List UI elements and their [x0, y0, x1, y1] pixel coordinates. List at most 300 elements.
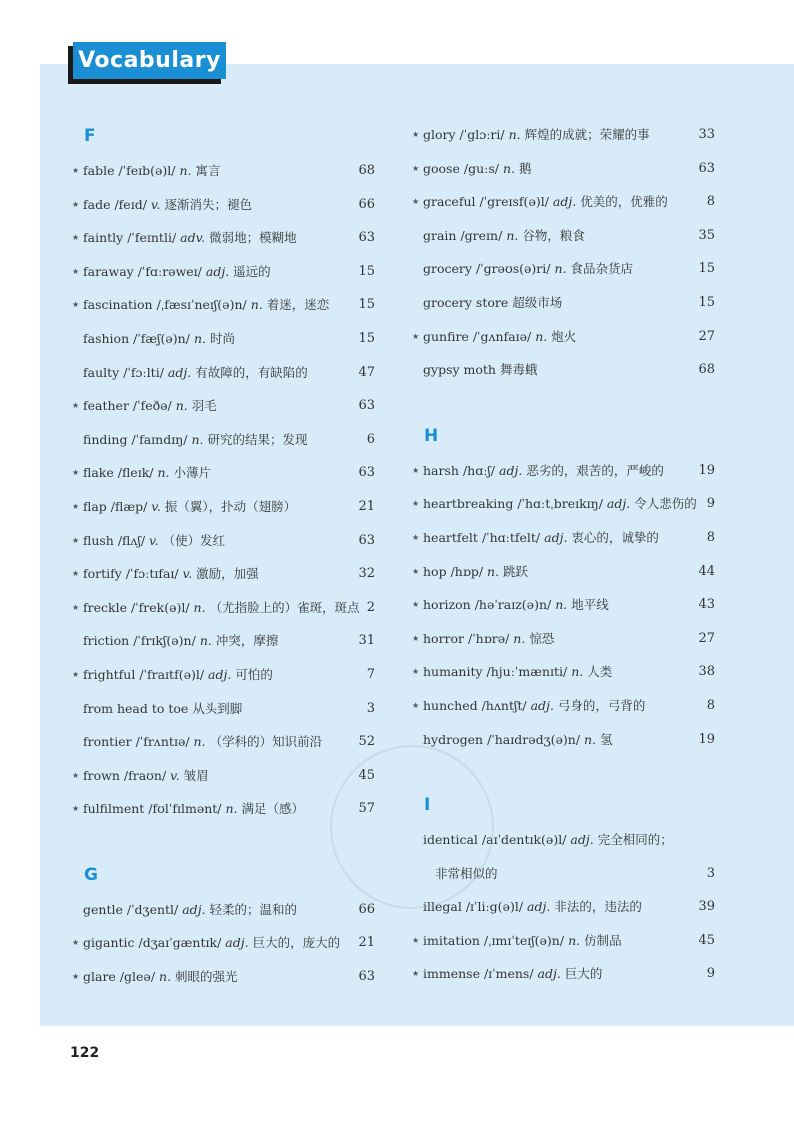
entry-page: 7: [366, 666, 375, 682]
entry-page: 15: [698, 261, 715, 277]
star-icon: ★: [72, 300, 80, 310]
vocab-entry: [410, 890, 715, 924]
entry-ipa: /ˈfaɪndɪŋ/: [131, 431, 188, 447]
entry-word: frontier: [83, 734, 132, 750]
vocab-entry: [410, 689, 715, 723]
entry-text: [423, 823, 673, 857]
section-letter: F: [84, 126, 96, 146]
star-icon: ★: [72, 501, 80, 511]
entry-text: [83, 658, 273, 692]
entry-definition: 逐渐消失；褪色: [164, 196, 252, 212]
entry-pos: n.: [555, 597, 568, 613]
right-column: [410, 118, 715, 991]
entry-page: 66: [358, 196, 375, 212]
vocab-entry: [70, 759, 375, 793]
entry-text: [423, 588, 609, 622]
entry-ipa: /ˈgʌnfaɪə/: [472, 328, 532, 344]
entry-word: goose: [423, 160, 460, 176]
entry-definition: 振（翼），扑动（翅膀）: [164, 498, 297, 514]
star-icon: ★: [72, 535, 80, 545]
entry-word: friction: [83, 633, 130, 649]
entry-page: 63: [358, 465, 375, 481]
entry-page: 33: [698, 127, 715, 142]
vocab-entry: [70, 591, 375, 625]
entry-ipa: /ˈfɔːtɪfaɪ/: [125, 566, 179, 582]
entry-ipa: /fleɪk/: [117, 465, 154, 481]
vocab-entry: [70, 624, 375, 658]
entry-pos: adj.: [225, 935, 249, 951]
entry-word: fortify: [83, 566, 122, 582]
entry-pos: adv.: [180, 230, 206, 246]
entry-ipa: /ˈhɑːtfelt/: [481, 529, 541, 545]
entry-text: [83, 255, 271, 289]
entry-text: [423, 152, 531, 186]
entry-ipa: /ˈfraɪtf(ə)l/: [139, 666, 205, 682]
entry-pos: adj.: [182, 901, 206, 917]
entry-ipa: /ˈfrɪkʃ(ə)n/: [133, 633, 196, 649]
star-icon: ★: [72, 266, 80, 276]
entry-text: [83, 389, 217, 423]
vocab-entry: [70, 792, 375, 826]
section-letter: I: [424, 795, 431, 816]
entry-page: 52: [358, 734, 375, 750]
entry-ipa: /fʊlˈfɪlmənt/: [148, 801, 222, 817]
entry-ipa: /dʒaɪˈgæntɪk/: [138, 935, 222, 951]
entry-definition: 舞毒蛾: [499, 362, 538, 378]
entry-ipa: /ˈfɑːrəweɪ/: [137, 263, 202, 279]
entry-text: [83, 624, 278, 658]
vocab-entry-continuation: [410, 857, 715, 891]
entry-definition: 仿制品: [584, 932, 622, 948]
entry-definition: 满足（感）: [241, 801, 305, 817]
entry-ipa: /ˈhɑːtˌbreɪkɪŋ/: [517, 496, 603, 512]
entry-page: 3: [366, 700, 375, 716]
entry-page: 8: [706, 194, 715, 210]
star-icon: ★: [72, 233, 80, 243]
vocab-entry: [410, 353, 715, 387]
star-icon: ★: [72, 972, 80, 982]
entry-word: fascination: [83, 297, 153, 313]
entry-definition: 微弱地；模糊地: [209, 230, 297, 246]
vocab-entry: [70, 288, 375, 322]
entry-page: 47: [358, 364, 375, 380]
entry-pos: n.: [159, 969, 172, 985]
entry-pos: n.: [225, 801, 238, 817]
entry-pos: n.: [571, 664, 584, 680]
entry-pos: n.: [191, 431, 204, 447]
entry-text: [83, 893, 297, 927]
entry-definition: 氢: [600, 731, 613, 747]
entry-definition: 巨大的: [564, 966, 603, 982]
entry-word: fable: [83, 163, 115, 178]
entry-pos: v.: [170, 767, 180, 783]
entry-pos: v.: [151, 498, 161, 514]
entry-text: [83, 557, 259, 591]
vocab-entry: [410, 924, 715, 958]
section-gap: [410, 756, 715, 787]
entry-definition: 研究的结果；发现: [207, 431, 308, 447]
star-icon: ★: [412, 163, 420, 173]
entry-page: 15: [358, 330, 375, 346]
entry-page: 63: [358, 398, 375, 414]
entry-pos: adj.: [527, 899, 551, 915]
star-icon: ★: [72, 804, 80, 814]
entry-ipa: /ɪˈmens/: [483, 966, 534, 982]
vocab-entry: [410, 320, 715, 354]
entry-ipa: /ˌɪmɪˈteɪʃ(ə)n/: [483, 932, 565, 948]
entry-definition: 着迷，迷恋: [266, 297, 330, 313]
entry-page: 63: [358, 969, 375, 985]
entry-page: 9: [706, 966, 715, 982]
entry-text: [83, 591, 360, 625]
vocab-entry: [70, 692, 375, 726]
entry-definition: 人类: [587, 664, 613, 680]
entry-ipa: /hɒp/: [450, 563, 484, 579]
entry-definition: 谷物，粮食: [522, 227, 585, 243]
entry-page: 27: [698, 328, 715, 344]
entry-definition: 炮火: [551, 328, 577, 344]
entry-text: [423, 487, 697, 521]
entry-page: 63: [358, 230, 375, 246]
entry-ipa: /ˈhɒrə/: [468, 630, 510, 646]
entry-definition: 超级市场: [512, 294, 563, 310]
entry-definition: 羽毛: [191, 398, 217, 414]
entry-definition: 优美的，优雅的: [580, 194, 668, 210]
entry-definition: 辉煌的成就；荣耀的事: [524, 127, 650, 142]
vocab-entry: [70, 389, 375, 423]
entry-definition: 恶劣的，艰苦的，严峻的: [526, 462, 664, 478]
entry-ipa: /gleə/: [119, 969, 156, 985]
entry-text: [423, 655, 612, 689]
entry-word: heartbreaking: [423, 496, 514, 512]
entry-definition: 轻柔的；温和的: [209, 901, 298, 917]
entry-ipa: /ˌfæsɪˈneɪʃ(ə)n/: [156, 297, 247, 313]
entry-text: [423, 521, 659, 555]
entry-word: harsh: [423, 462, 459, 478]
section-gap: [70, 826, 375, 857]
entry-pos: n.: [502, 160, 515, 176]
star-icon: ★: [412, 935, 420, 945]
entry-ipa: /hʌntʃt/: [481, 697, 527, 713]
entry-pos: n.: [175, 398, 188, 414]
star-icon: ★: [412, 130, 420, 139]
entry-ipa: /ˈdʒentl/: [126, 901, 179, 917]
entry-page: 68: [698, 362, 715, 378]
entry-pos: n.: [584, 731, 597, 747]
entry-word: freckle: [83, 599, 127, 615]
entry-pos: adj.: [208, 666, 232, 682]
entry-word: horror: [423, 630, 465, 646]
entry-definition: （使）发红: [162, 532, 226, 548]
entry-word: graceful: [423, 194, 476, 210]
entry-page: 6: [366, 431, 375, 447]
entry-page: 27: [698, 630, 715, 646]
vocab-entry: [70, 456, 375, 490]
entry-pos: n.: [157, 465, 170, 481]
vocab-entry: [70, 188, 375, 222]
star-icon: ★: [412, 969, 420, 979]
entry-pos: n.: [535, 328, 548, 344]
entry-page: 8: [706, 697, 715, 713]
vocab-entry: [410, 588, 715, 622]
star-icon: ★: [412, 633, 420, 643]
entry-pos: n.: [193, 599, 206, 615]
entry-ipa: /fraʊn/: [123, 767, 167, 783]
entry-text: [83, 759, 209, 793]
entry-text: [83, 423, 308, 457]
entry-text: [423, 924, 622, 958]
entry-definition: 令人悲伤的: [634, 496, 697, 512]
entry-definition: 食品杂货店: [570, 261, 633, 277]
entry-page: 19: [698, 731, 715, 747]
entry-pos: n.: [513, 630, 526, 646]
entry-ipa: /flʌʃ/: [117, 532, 146, 548]
entry-text: [83, 725, 322, 759]
entry-pos: n.: [506, 227, 519, 243]
entry-text: [423, 890, 642, 924]
vocab-entry: [70, 524, 375, 558]
entry-ipa: /ˈfrʌntɪə/: [135, 734, 190, 750]
entry-word: illegal: [423, 899, 462, 915]
entry-word: gigantic: [83, 935, 135, 951]
entry-definition: 时尚: [209, 330, 235, 346]
entry-ipa: /greɪn/: [460, 227, 503, 243]
entry-text: [83, 322, 235, 356]
entry-ipa: /ˈfɔːlti/: [123, 364, 164, 380]
section-gap: [410, 387, 715, 418]
entry-page: 15: [358, 297, 375, 313]
entry-text: [423, 185, 668, 219]
entry-page: 21: [358, 498, 375, 514]
entry-definition: 弓身的，弓背的: [557, 697, 646, 713]
section-letter: G: [84, 864, 98, 885]
entry-word: frown: [83, 767, 120, 783]
star-icon: ★: [72, 938, 80, 948]
entry-ipa: /həˈraɪz(ə)n/: [474, 597, 552, 613]
vocab-entry: [70, 423, 375, 457]
entry-word: hop: [423, 563, 447, 579]
entry-word: horizon: [423, 597, 471, 613]
entry-definition: 衷心的，诚挚的: [571, 529, 659, 545]
entry-word: grocery: [423, 261, 472, 277]
vocab-entry: [410, 655, 715, 689]
entry-text: [83, 154, 221, 188]
entry-ipa: /ˈglɔːri/: [459, 127, 505, 142]
entry-definition: 巨大的，庞大的: [252, 935, 341, 951]
vocab-entry: [410, 219, 715, 253]
entry-word: humanity: [423, 664, 483, 680]
entry-text: [423, 353, 537, 387]
entry-text: [423, 286, 562, 320]
entry-page: 44: [698, 563, 715, 579]
vocab-entry: [410, 622, 715, 656]
entry-pos: adj.: [552, 194, 577, 210]
vocab-entry: [70, 893, 375, 927]
entry-page: 66: [358, 901, 375, 917]
entry-pos: n.: [568, 932, 581, 948]
entry-word: faulty: [83, 364, 120, 380]
entry-page: 32: [358, 566, 375, 582]
entry-pos: adj.: [606, 496, 631, 512]
entry-word: hydrogen: [423, 731, 484, 747]
entry-text: [423, 957, 602, 991]
entry-pos: adj.: [499, 462, 523, 478]
entry-text: [423, 454, 664, 488]
vocab-entry: [70, 557, 375, 591]
entry-pos: n.: [193, 330, 206, 346]
vocab-entry: [410, 118, 715, 152]
vocab-entry: [70, 658, 375, 692]
entry-ipa: /hɑːʃ/: [462, 462, 496, 478]
entry-pos: n.: [250, 297, 263, 313]
vocab-entry: [70, 322, 375, 356]
vocab-entry: [410, 152, 715, 186]
entry-text: [83, 456, 211, 490]
entry-word: fashion: [83, 330, 130, 346]
entry-page: 3: [706, 865, 715, 881]
entry-word: gunfire: [423, 328, 469, 344]
entry-text: [423, 622, 554, 656]
entry-definition: （学科的）知识前沿: [209, 734, 323, 750]
entry-page: 8: [706, 529, 715, 545]
entry-definition: 刺眼的强光: [175, 969, 238, 985]
page-title: Vocabulary: [73, 42, 226, 79]
entry-definition: 跳跃: [503, 563, 529, 579]
entry-word: imitation: [423, 932, 480, 948]
entry-text: [83, 926, 340, 960]
star-icon: ★: [72, 770, 80, 780]
star-icon: ★: [72, 468, 80, 478]
star-icon: ★: [72, 401, 80, 411]
entry-pos: adj.: [205, 263, 230, 279]
entry-pos: v.: [149, 532, 159, 548]
entry-text: [83, 188, 252, 222]
entry-definition: 小薄片: [173, 465, 211, 481]
entry-ipa: /ˈfeɪb(ə)l/: [118, 163, 176, 178]
entry-word: flake: [83, 465, 114, 481]
page-number: 122: [70, 1045, 100, 1061]
vocab-entry: [410, 957, 715, 991]
entry-word: flush: [83, 532, 114, 548]
entry-ipa: /ˈfeðə/: [132, 398, 172, 414]
entry-text: [83, 288, 329, 322]
entry-pos: n.: [199, 633, 212, 649]
entry-ipa: /ˈgrəʊs(ə)ri/: [475, 261, 551, 277]
entry-text: [83, 792, 304, 826]
entry-page: 9: [706, 496, 715, 512]
entry-pos: n.: [554, 261, 567, 277]
entry-text: [423, 320, 576, 354]
entry-definition: 寓言: [195, 163, 221, 178]
entry-definition: 地平线: [571, 597, 609, 613]
entry-word: faraway: [83, 263, 134, 279]
entry-pos: v.: [182, 566, 193, 582]
entry-word: gentle: [83, 901, 123, 917]
entry-text: [83, 221, 297, 255]
entry-word: flap: [83, 498, 107, 514]
vocab-entry: [410, 555, 715, 589]
entry-definition: 有故障的，有缺陷的: [195, 364, 308, 380]
vocab-entry: [70, 221, 375, 255]
entry-word: gypsy moth: [423, 362, 496, 378]
entry-text: [423, 555, 528, 589]
entry-word: immense: [423, 966, 480, 982]
section-letter: H: [424, 425, 439, 446]
entry-pos: adj.: [544, 529, 568, 545]
entry-text: [83, 960, 238, 994]
entry-page: 38: [698, 664, 715, 680]
entry-word: hunched: [423, 697, 478, 713]
star-icon: ★: [72, 569, 80, 579]
vocab-entry: [70, 490, 375, 524]
entry-pos: adj.: [167, 364, 192, 380]
entry-word: feather: [83, 398, 129, 414]
star-icon: ★: [412, 566, 420, 576]
entry-pos: v.: [150, 196, 161, 212]
vocab-entry: [70, 960, 375, 994]
entry-pos: adj.: [537, 966, 561, 982]
entry-ipa: /hjuːˈmænɪti/: [486, 664, 568, 680]
entry-ipa: /ˈgreɪsf(ə)l/: [479, 194, 549, 210]
star-icon: ★: [72, 166, 80, 175]
entry-definition: 完全相同的；: [597, 832, 673, 848]
entry-page: 39: [698, 899, 715, 915]
vocab-entry: [70, 926, 375, 960]
star-icon: ★: [412, 197, 420, 207]
entry-word: frightful: [83, 666, 136, 682]
entry-page: 35: [698, 227, 715, 243]
entry-ipa: /ˈfæʃ(ə)n/: [133, 330, 190, 346]
entry-definition: 遥远的: [233, 263, 271, 279]
vocab-entry: [410, 723, 715, 757]
entry-definition: 惊恐: [529, 630, 555, 646]
entry-pos: adj.: [530, 697, 554, 713]
entry-word: heartfelt: [423, 529, 478, 545]
vocab-entry: [70, 725, 375, 759]
entry-word: grain: [423, 227, 457, 243]
entry-word: fade: [83, 196, 111, 212]
entry-ipa: /ˈfrek(ə)l/: [130, 599, 190, 615]
entry-text: [423, 118, 650, 152]
vocab-entry: [70, 255, 375, 289]
vocab-entry: [410, 286, 715, 320]
entry-text: [83, 490, 296, 524]
entry-definition: 可怕的: [235, 666, 273, 682]
entry-pos: n.: [487, 563, 500, 579]
entry-text: [83, 692, 242, 726]
entry-definition: 从头到脚: [192, 700, 243, 716]
star-icon: ★: [72, 669, 80, 679]
entry-page: 43: [698, 597, 715, 613]
entry-ipa: /flæp/: [110, 498, 148, 514]
vocab-entry: [410, 823, 715, 857]
entry-page: 45: [358, 767, 375, 783]
entry-ipa: /ɪˈliːg(ə)l/: [465, 899, 524, 915]
entry-page: 63: [698, 160, 715, 176]
star-icon: ★: [412, 499, 420, 509]
entry-pos: adj.: [570, 832, 594, 848]
entry-definition: （尤指脸上的）雀斑，斑点: [209, 599, 360, 615]
star-icon: ★: [72, 199, 80, 209]
entry-word: grocery store: [423, 294, 509, 310]
entry-page: 15: [698, 294, 715, 310]
entry-page: 2: [366, 599, 375, 615]
entry-word: fulfilment: [83, 801, 145, 817]
left-column: [70, 118, 375, 994]
entry-definition: 非常相似的: [435, 865, 498, 881]
entry-page: 19: [698, 462, 715, 478]
vocab-entry: [70, 356, 375, 390]
